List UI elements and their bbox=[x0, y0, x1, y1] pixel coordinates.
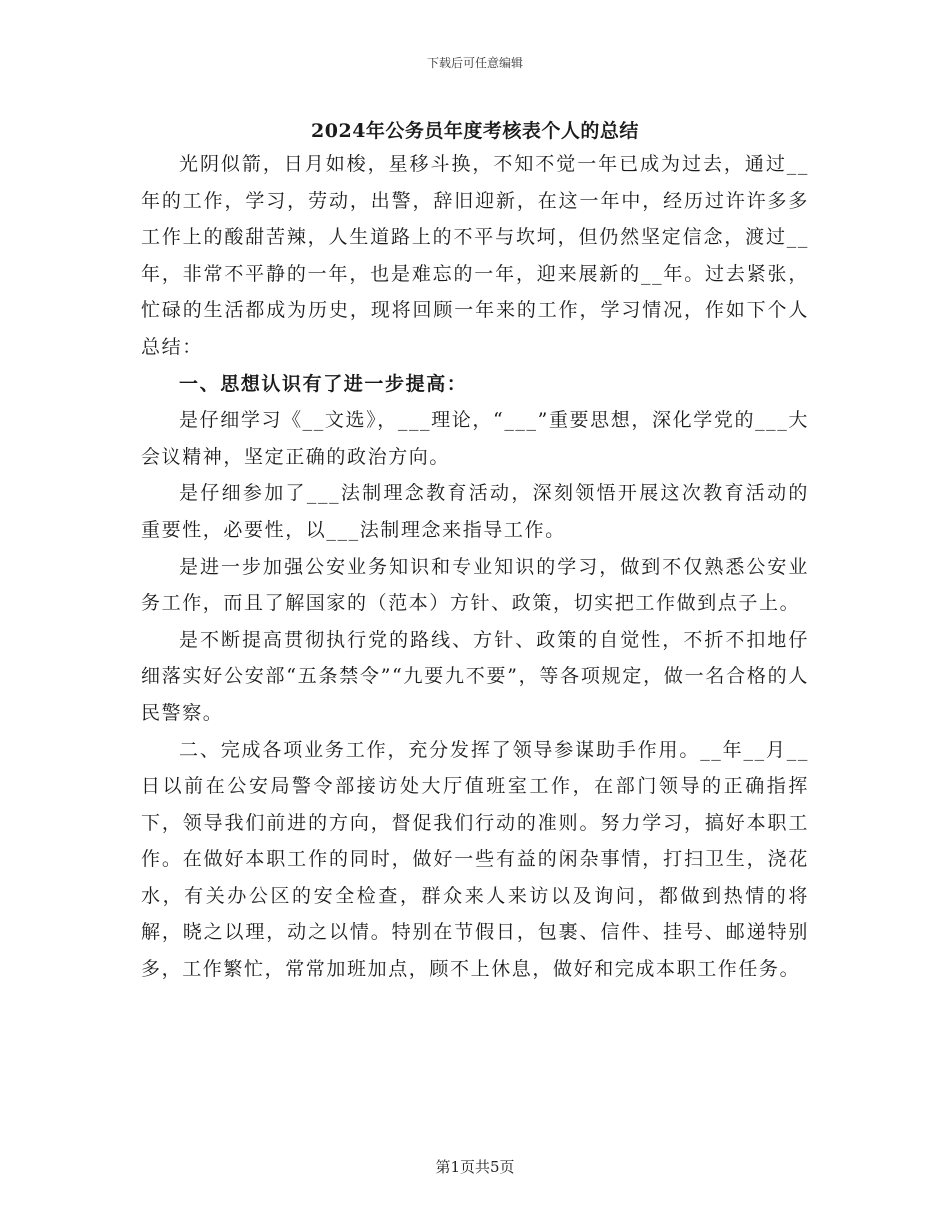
paragraph-study: 是仔细学习《__文选》，___理论，“___”重要思想，深化学党的___大会议精神，坚定正确的政治方向。 bbox=[141, 409, 809, 468]
paragraph-party-line: 是不断提高贯彻执行党的路线、方针、政策的自觉性，不折不扣地仔细落实好公安部“五条禁令”“九要九不要”，等各项规定，做一名合格的人民警察。 bbox=[141, 628, 809, 724]
paragraph-legal-education: 是仔细参加了___法制理念教育活动，深刻领悟开展这次教育活动的重要性，必要性，以___法制理念来指导工作。 bbox=[141, 482, 809, 541]
page-number: 第1页共5页 bbox=[435, 1158, 515, 1176]
document-title: 2024年公务员年度考核表个人的总结 bbox=[311, 120, 639, 142]
section-heading-1: 一、思想认识有了进一步提高： bbox=[179, 372, 468, 395]
paragraph-intro: 光阴似箭，日月如梭，星移斗换，不知不觉一年已成为过去，通过__年的工作，学习，劳动，出警，辞旧迎新，在这一年中，经历过许许多多工作上的酸甜苦辣，人生道路上的不平与坎坷，但仍然坚定信念，渡过__年，非常不平静的一年，也是难忘的一年，迎来展新的__年。过去紧张，忙碌的生活都成为历史，现将回顾一年来的工作，学习情况，作如下个人总结： bbox=[141, 153, 809, 358]
page-header-note: 下载后可任意编辑 bbox=[426, 56, 523, 70]
paragraph-section-2: 二、完成各项业务工作，充分发挥了领导参谋助手作用。__年__月__日以前在公安局警令部接访处大厅值班室工作，在部门领导的正确指挥下，领导我们前进的方向，督促我们行动的准则。努力学习，搞好本职工作。在做好本职工作的同时，做好一些有益的闲杂事情，打扫卫生，浇花水，有关办公区的安全检查，群众来人来访以及询问，都做到热情的将解，晓之以理，动之以情。特别在节假日，包裹、信件、挂号、邮递特别多，工作繁忙，常常加班加点，顾不上休息，做好和完成本职工作任务。 bbox=[141, 738, 809, 981]
document-body bbox=[141, 146, 809, 988]
paragraph-professional-knowledge: 是进一步加强公安业务知识和专业知识的学习，做到不仅熟悉公安业务工作，而且了解国家的（范本）方针、政策，切实把工作做到点子上。 bbox=[141, 555, 809, 615]
